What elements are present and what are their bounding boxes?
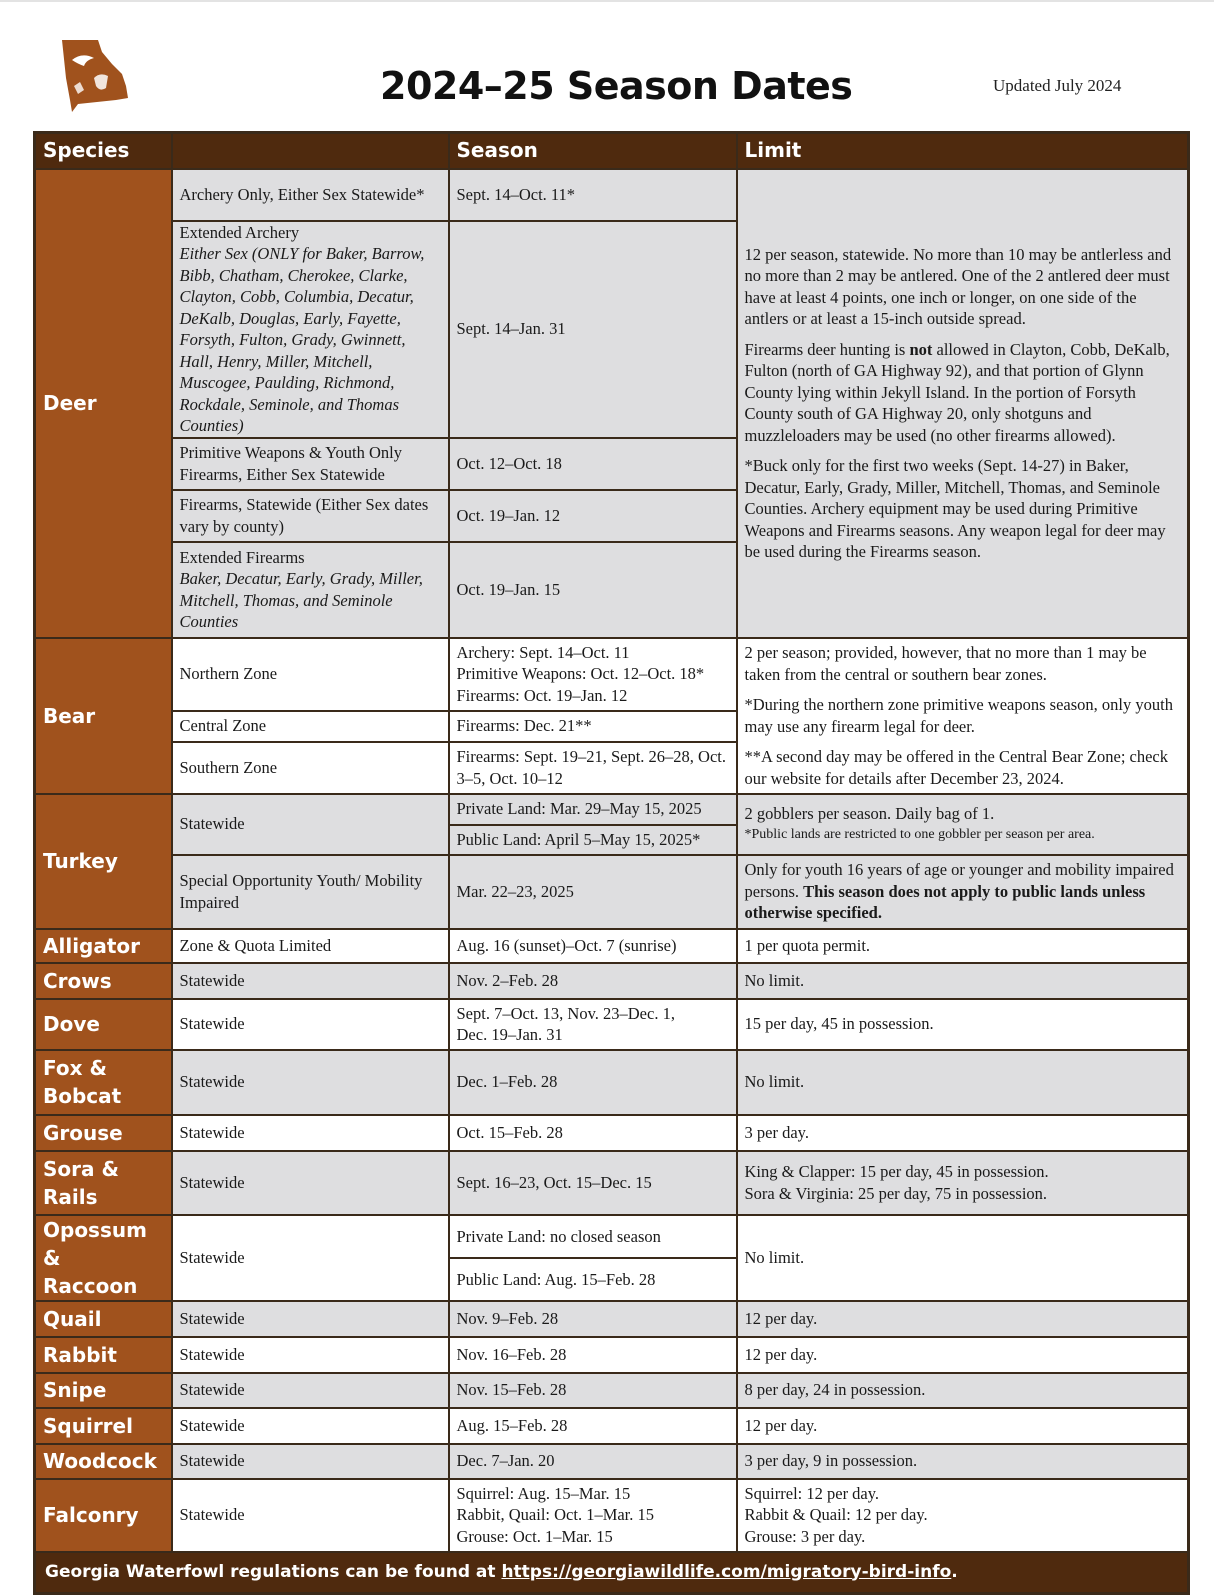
season-cell: Public Land: April 5–May 15, 2025*	[449, 825, 737, 855]
season-cell: Oct. 19–Jan. 12	[449, 490, 737, 542]
table-row: Squirrel Statewide Aug. 15–Feb. 28 12 per day.	[35, 1408, 1189, 1444]
season-cell: Sept. 14–Jan. 31	[449, 221, 737, 438]
species-snipe: Snipe	[35, 1373, 172, 1408]
table-row	[35, 638, 1189, 711]
species-turkey: Turkey	[35, 794, 172, 929]
season-cell: Firearms: Dec. 21**	[449, 711, 737, 742]
area-cell: Extended Firearms Baker, Decatur, Early, Grady, Miller, Mitchell, Thomas, and Seminole Counties	[172, 542, 449, 638]
area-cell: Statewide	[172, 794, 449, 855]
table-row: Snipe Statewide Nov. 15–Feb. 28 8 per day, 24 in possession.	[35, 1373, 1189, 1408]
area-cell: Central Zone	[172, 711, 449, 742]
area-cell: Archery Only, Either Sex Statewide*	[172, 169, 449, 221]
table-row: Rabbit Statewide Nov. 16–Feb. 28 12 per day.	[35, 1337, 1189, 1373]
limit-cell-bear: 2 per season; provided, however, that no more than 1 may be taken from the central or southern bear zones. *During the northern zone primitive weapons season, only youth may use any firearm legal for deer. **A second day may be offered in the Central Bear Zone; check our website for details after December 23, 2024.	[737, 638, 1189, 794]
table-header-row	[35, 133, 1189, 169]
georgia-wildlife-logo-icon	[58, 38, 130, 114]
column-header-area	[172, 133, 449, 169]
limit-cell-turkey-youth: Only for youth 16 years of age or younger and mobility impaired persons. This season does not apply to public lands unless otherwise specified.	[737, 855, 1189, 929]
species-dove: Dove	[35, 999, 172, 1050]
table-row: Grouse Statewide Oct. 15–Feb. 28 3 per day.	[35, 1115, 1189, 1151]
table-row: Crows Statewide Nov. 2–Feb. 28 No limit.	[35, 963, 1189, 999]
species-sora-rails: Sora & Rails	[35, 1151, 172, 1215]
species-opossum-raccoon: Opossum & Raccoon	[35, 1215, 172, 1301]
species-woodcock: Woodcock	[35, 1444, 172, 1479]
species-grouse: Grouse	[35, 1115, 172, 1151]
deer-firearms-restriction: Firearms deer hunting is not allowed in Clayton, Cobb, DeKalb, Fulton (north of GA Highway 92), and that portion of Glynn County lying within Jekyll Island. In the portion of Forsyth County south of GA Highway 20, only shotguns and muzzleloaders may be used (no other firearms allowed).	[744, 339, 1170, 445]
species-falconry: Falconry	[35, 1479, 172, 1552]
limit-cell-turkey: 2 gobblers per season. Daily bag of 1. *Public lands are restricted to one gobbler per season per area.	[737, 794, 1189, 855]
species-quail: Quail	[35, 1301, 172, 1337]
table-row: Sora & Rails Statewide Sept. 16–23, Oct. 15–Dec. 15 King & Clapper: 15 per day, 45 in possession. Sora & Virginia: 25 per day, 75 in possession.	[35, 1151, 1189, 1215]
species-fox-bobcat: Fox & Bobcat	[35, 1050, 172, 1115]
table-row: Public Land: Aug. 15–Feb. 28	[35, 1258, 1189, 1300]
table-row: Opossum & Raccoon Statewide Private Land: no closed season No limit.	[35, 1215, 1189, 1259]
season-cell: Oct. 19–Jan. 15	[449, 542, 737, 638]
area-cell: Primitive Weapons & Youth Only Firearms, Either Sex Statewide	[172, 438, 449, 490]
table-row	[35, 794, 1189, 825]
season-cell: Private Land: Mar. 29–May 15, 2025	[449, 794, 737, 825]
table-row: Dove Statewide Sept. 7–Oct. 13, Nov. 23–Dec. 1, Dec. 19–Jan. 31 15 per day, 45 in possession.	[35, 999, 1189, 1050]
species-squirrel: Squirrel	[35, 1408, 172, 1444]
column-header-limit: Limit	[737, 133, 1189, 169]
table-row	[35, 169, 1189, 221]
table-row: Falconry Statewide Squirrel: Aug. 15–Mar. 15 Rabbit, Quail: Oct. 1–Mar. 15 Grouse: Oct. 1–Mar. 15 Squirrel: 12 per day. Rabbit & Quail: 12 per day. Grouse: 3 per day.	[35, 1479, 1189, 1552]
area-cell: Firearms, Statewide (Either Sex dates vary by county)	[172, 490, 449, 542]
table-row: Alligator Zone & Quota Limited Aug. 16 (sunset)–Oct. 7 (sunrise) 1 per quota permit.	[35, 929, 1189, 963]
area-cell: Southern Zone	[172, 742, 449, 794]
table-row: Quail Statewide Nov. 9–Feb. 28 12 per day.	[35, 1301, 1189, 1337]
migratory-bird-link[interactable]: https://georgiawildlife.com/migratory-bird-info	[501, 1561, 952, 1582]
species-crows: Crows	[35, 963, 172, 999]
table-row: Fox & Bobcat Statewide Dec. 1–Feb. 28 No limit.	[35, 1050, 1189, 1115]
area-cell: Northern Zone	[172, 638, 449, 711]
species-deer: Deer	[35, 169, 172, 638]
column-header-species: Species	[35, 133, 172, 169]
season-cell: Sept. 14–Oct. 11*	[449, 169, 737, 221]
season-cell: Firearms: Sept. 19–21, Sept. 26–28, Oct. 3–5, Oct. 10–12	[449, 742, 737, 794]
species-alligator: Alligator	[35, 929, 172, 963]
season-cell: Mar. 22–23, 2025	[449, 855, 737, 929]
page-title: 2024–25 Season Dates	[380, 64, 853, 108]
season-dates-table	[33, 131, 1190, 1595]
table-row: Woodcock Statewide Dec. 7–Jan. 20 3 per day, 9 in possession.	[35, 1444, 1189, 1479]
waterfowl-footer: Georgia Waterfowl regulations can be found at https://georgiawildlife.com/migratory-bird-info.	[35, 1552, 1189, 1594]
area-cell: Special Opportunity Youth/ Mobility Impaired	[172, 855, 449, 929]
area-cell: Extended Archery Either Sex (ONLY for Baker, Barrow, Bibb, Chatham, Cherokee, Clarke, Clayton, Cobb, Columbia, Decatur, DeKalb, Douglas, Early, Fayette, Forsyth, Fulton, Grady, Gwinnett, Hall, Henry, Miller, Mitchell, Muscogee, Paulding, Richmond, Rockdale, Seminole, and Thomas Counties)	[172, 221, 449, 438]
species-bear: Bear	[35, 638, 172, 794]
limit-cell-deer	[737, 169, 1189, 638]
table-row	[35, 855, 1189, 929]
deer-limit-text: 12 per season, statewide. No more than 10 may be antlerless and no more than 2 may be antlered. One of the 2 antlered deer must have at least 4 points, one inch or longer, on one side of the antlers or at least a 15-inch outside spread.	[744, 244, 1172, 328]
footer-row	[35, 1552, 1189, 1594]
column-header-season: Season	[449, 133, 737, 169]
updated-date: Updated July 2024	[993, 76, 1122, 95]
season-cell: Oct. 12–Oct. 18	[449, 438, 737, 490]
top-rule	[0, 0, 1214, 2]
season-cell: Archery: Sept. 14–Oct. 11 Primitive Weapons: Oct. 12–Oct. 18* Firearms: Oct. 19–Jan. 12	[449, 638, 737, 711]
deer-footnote: *Buck only for the first two weeks (Sept. 14-27) in Baker, Decatur, Early, Grady, Miller, Mitchell, Thomas, and Seminole Counties. Archery equipment may be used during Primitive Weapons and Firearms seasons. Any weapon legal for deer may be used during the Firearms season.	[744, 456, 1166, 561]
species-rabbit: Rabbit	[35, 1337, 172, 1373]
